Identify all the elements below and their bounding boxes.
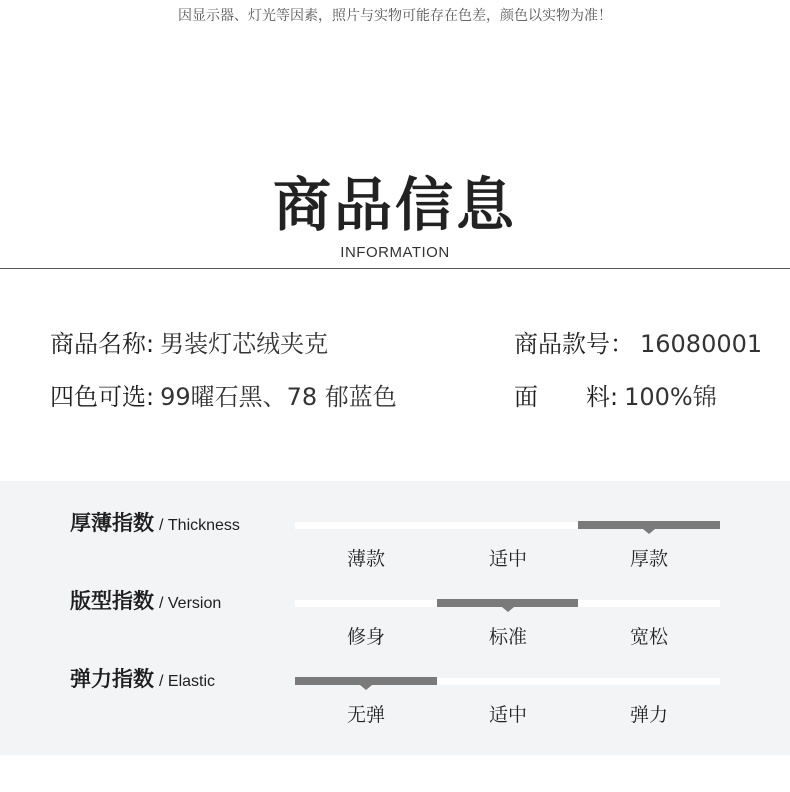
color-options-label: 四色可选 bbox=[50, 383, 146, 411]
elastic-scale-indicator bbox=[295, 677, 437, 685]
elastic-option-1: 无弹 bbox=[346, 704, 385, 726]
thickness-option-3: 厚款 bbox=[629, 548, 668, 570]
section-title: 商品信息 bbox=[272, 171, 517, 239]
version-option-1: 修身 bbox=[346, 626, 385, 648]
product-name-row bbox=[50, 330, 328, 358]
product-name-sep: : bbox=[146, 330, 155, 358]
thickness-option-1: 薄款 bbox=[346, 548, 385, 570]
version-option-2: 标准 bbox=[488, 626, 527, 648]
product-name-label: 商品名称 bbox=[50, 330, 146, 358]
color-disclaimer: 因显示器、灯光等因素，照片与实物可能存在色差，颜色以实物为准！ bbox=[178, 8, 612, 24]
product-name-value: 男装灯芯绒夹克 bbox=[160, 330, 329, 358]
thickness-option-2: 适中 bbox=[488, 548, 527, 570]
thickness-index-label: 厚薄指数 bbox=[70, 511, 154, 535]
material-value: 100%锦 bbox=[624, 383, 717, 411]
elastic-index-title bbox=[70, 667, 215, 694]
color-options-value: 99曜石黑、78 郁蓝色 bbox=[160, 383, 397, 411]
product-code-label: 商品款号 bbox=[514, 330, 610, 358]
product-code-row bbox=[514, 330, 762, 358]
material-sep: : bbox=[610, 383, 619, 411]
thickness-index-row bbox=[0, 500, 790, 578]
thickness-index-title bbox=[70, 511, 240, 538]
version-index-english: / Version bbox=[159, 595, 222, 612]
thickness-index-english: / Thickness bbox=[159, 517, 240, 534]
version-scale-indicator bbox=[437, 599, 579, 607]
version-index-title bbox=[70, 589, 221, 616]
version-option-3: 宽松 bbox=[629, 626, 668, 648]
elastic-pointer-icon bbox=[360, 685, 372, 690]
version-index-label: 版型指数 bbox=[70, 589, 154, 613]
elastic-option-2: 适中 bbox=[488, 704, 527, 726]
material-label: 面料 bbox=[514, 383, 610, 411]
color-options-row bbox=[50, 383, 397, 411]
version-index-row bbox=[0, 578, 790, 656]
elastic-index-label: 弹力指数 bbox=[70, 667, 154, 691]
material-row bbox=[514, 383, 717, 411]
thickness-scale-indicator bbox=[578, 521, 720, 529]
product-code-sep: ： bbox=[610, 330, 634, 358]
section-subtitle: INFORMATION bbox=[340, 244, 450, 261]
divider-line bbox=[0, 268, 790, 269]
color-options-sep: : bbox=[146, 383, 155, 411]
elastic-index-row bbox=[0, 656, 790, 734]
version-pointer-icon bbox=[502, 607, 514, 612]
thickness-pointer-icon bbox=[643, 529, 655, 534]
product-code-value: 16080001 bbox=[640, 330, 763, 358]
elastic-index-english: / Elastic bbox=[159, 673, 216, 690]
elastic-option-3: 弹力 bbox=[629, 704, 668, 726]
